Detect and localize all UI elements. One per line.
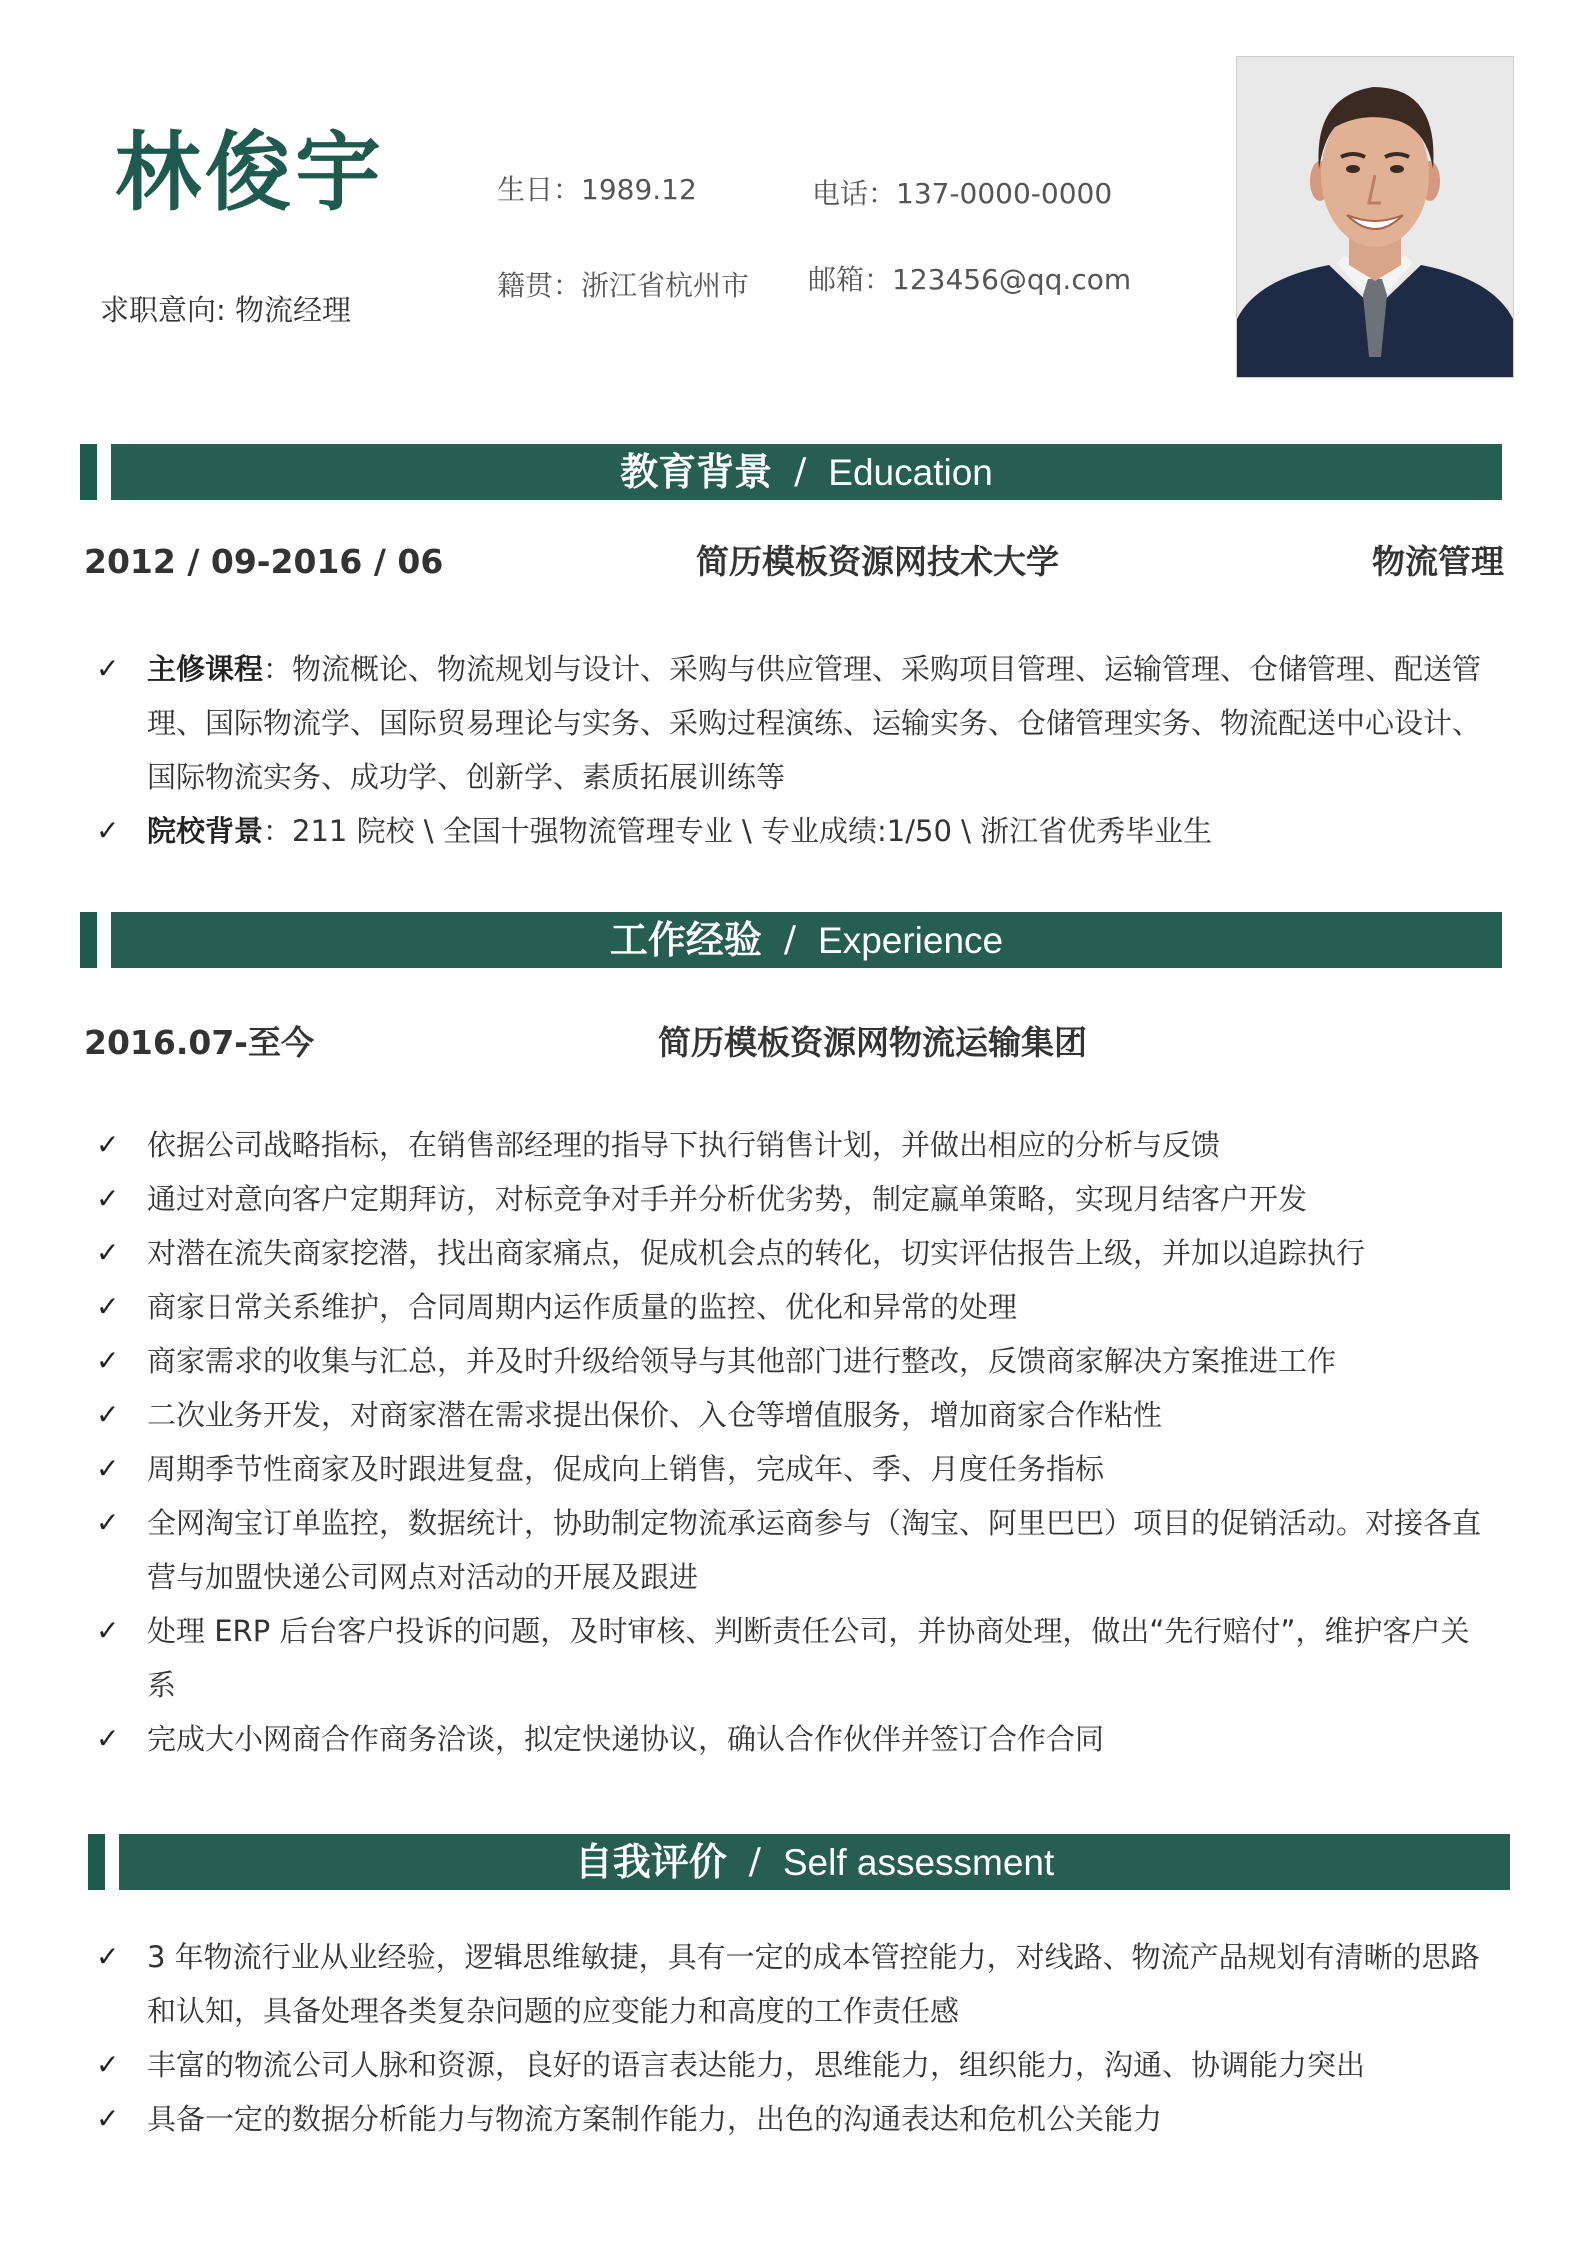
profile-photo — [1236, 56, 1514, 378]
education-title-en: Education — [828, 451, 993, 493]
self-title-en: Self assessment — [782, 1841, 1055, 1883]
experience-item-text: 完成大小网商合作商务洽谈，拟定快递协议，确认合作伙伴并签订合作合同 — [147, 1722, 1105, 1756]
experience-header — [111, 912, 1502, 968]
job-intent-value: 物流经理 — [235, 293, 352, 327]
birthday: 生日：1989.12 — [497, 173, 697, 206]
check-icon: ✓ — [96, 1940, 120, 1973]
check-icon: ✓ — [96, 2102, 120, 2135]
list-item — [96, 1712, 1482, 1766]
check-icon: ✓ — [96, 1452, 120, 1485]
school-background-label: 院校背景 — [147, 814, 264, 848]
check-icon: ✓ — [96, 2048, 120, 2081]
self-item-text: 丰富的物流公司人脉和资源，良好的语言表达能力，思维能力，组织能力，沟通、协调能力突出 — [147, 2048, 1366, 2082]
list-item — [96, 1280, 1482, 1334]
self-title-cn: 自我评价 — [574, 1840, 727, 1884]
experience-item-text: 二次业务开发，对商家潜在需求提出保价、入仓等增值服务，增加商家合作粘性 — [147, 1398, 1163, 1432]
experience-item-text: 处理 ERP 后台客户投诉的问题，及时审核、判断责任公司，并协商处理，做出“先行赔付”，维护客户关系 — [147, 1614, 1470, 1702]
check-icon: ✓ — [96, 1398, 120, 1431]
email: 邮箱：123456@qq.com — [808, 263, 1132, 296]
check-icon: ✓ — [96, 1128, 120, 1161]
experience-item-text: 依据公司战略指标，在销售部经理的指导下执行销售计划，并做出相应的分析与反馈 — [147, 1128, 1221, 1162]
check-icon: ✓ — [96, 1344, 120, 1377]
self-item-text: 具备一定的数据分析能力与物流方案制作能力，出色的沟通表达和危机公关能力 — [147, 2102, 1163, 2136]
check-icon: ✓ — [96, 814, 120, 847]
list-item — [96, 1930, 1482, 2038]
school-background-text: ：211 院校 \ 全国十强物流管理专业 \ 专业成绩:1/50 \ 浙江省优秀毕业生 — [263, 814, 1213, 848]
education-title-cn: 教育背景 — [620, 450, 773, 494]
experience-company: 简历模板资源网物流运输集团 — [658, 1023, 1087, 1062]
education-accent — [80, 444, 97, 500]
check-icon: ✓ — [96, 1506, 120, 1539]
list-item — [96, 1496, 1482, 1604]
portrait-image — [1237, 57, 1513, 377]
check-icon: ✓ — [96, 1236, 120, 1269]
education-header — [111, 444, 1502, 500]
hometown: 籍贯：浙江省杭州市 — [497, 269, 750, 302]
experience-item-text: 商家需求的收集与汇总，并及时升级给领导与其他部门进行整改，反馈商家解决方案推进工作 — [147, 1344, 1337, 1378]
check-icon: ✓ — [96, 1182, 120, 1215]
self-header — [119, 1834, 1510, 1890]
self-accent — [88, 1834, 105, 1890]
self-item-text: 3 年物流行业从业经验，逻辑思维敏捷，具有一定的成本管控能力，对线路、物流产品规划有清晰的思路和认知，具备处理各类复杂问题的应变能力和高度的工作责任感 — [147, 1940, 1480, 2028]
experience-item-text: 通过对意向客户定期拜访，对标竞争对手并分析优劣势，制定赢单策略，实现月结客户开发 — [147, 1182, 1308, 1216]
experience-period: 2016.07-至今 — [84, 1023, 315, 1062]
education-period: 2012 / 09-2016 / 06 — [84, 542, 444, 581]
experience-list — [96, 1118, 1482, 1766]
list-item — [96, 1118, 1482, 1172]
list-item — [96, 1334, 1482, 1388]
job-intent-label: 求职意向: — [100, 293, 226, 327]
list-item — [96, 642, 1482, 804]
check-icon: ✓ — [96, 1722, 120, 1755]
education-school: 简历模板资源网技术大学 — [696, 542, 1059, 581]
course-label: 主修课程 — [147, 652, 264, 686]
experience-title-cn: 工作经验 — [609, 918, 762, 962]
check-icon: ✓ — [96, 652, 120, 685]
list-item — [96, 2038, 1482, 2092]
check-icon: ✓ — [96, 1614, 120, 1647]
experience-title-slash: / — [783, 919, 797, 960]
list-item — [96, 2092, 1482, 2146]
list-item — [96, 1172, 1482, 1226]
candidate-name: 林俊宇 — [115, 123, 385, 223]
self-list — [96, 1930, 1482, 2146]
education-list — [96, 642, 1482, 858]
experience-accent — [80, 912, 97, 968]
experience-item-text: 全网淘宝订单监控，数据统计，协助制定物流承运商参与（淘宝、阿里巴巴）项目的促销活动。对接各直营与加盟快递公司网点对活动的开展及跟进 — [147, 1506, 1482, 1594]
education-title-slash: / — [794, 451, 807, 492]
list-item — [96, 1604, 1482, 1712]
education-major: 物流管理 — [1372, 542, 1504, 581]
experience-item-text: 对潜在流失商家挖潜，找出商家痛点，促成机会点的转化，切实评估报告上级，并加以追踪执行 — [147, 1236, 1366, 1270]
experience-item-text: 周期季节性商家及时跟进复盘，促成向上销售，完成年、季、月度任务指标 — [147, 1452, 1105, 1486]
list-item — [96, 1442, 1482, 1496]
course-text: ：物流概论、物流规划与设计、采购与供应管理、采购项目管理、运输管理、仓储管理、配送管理、国际物流学、国际贸易理论与实务、采购过程演练、运输实务、仓储管理实务、物流配送中心设计、国际物流实务、成功学、创新学、素质拓展训练等 — [147, 652, 1482, 794]
experience-item-text: 商家日常关系维护，合同周期内运作质量的监控、优化和异常的处理 — [147, 1290, 1018, 1324]
list-item — [96, 1226, 1482, 1280]
self-title-slash: / — [748, 1841, 761, 1882]
experience-title-en: Experience — [818, 919, 1004, 961]
check-icon: ✓ — [96, 1290, 120, 1323]
job-intent — [100, 288, 351, 329]
phone: 电话：137-0000-0000 — [812, 177, 1113, 210]
list-item — [96, 1388, 1482, 1442]
list-item — [96, 804, 1482, 858]
